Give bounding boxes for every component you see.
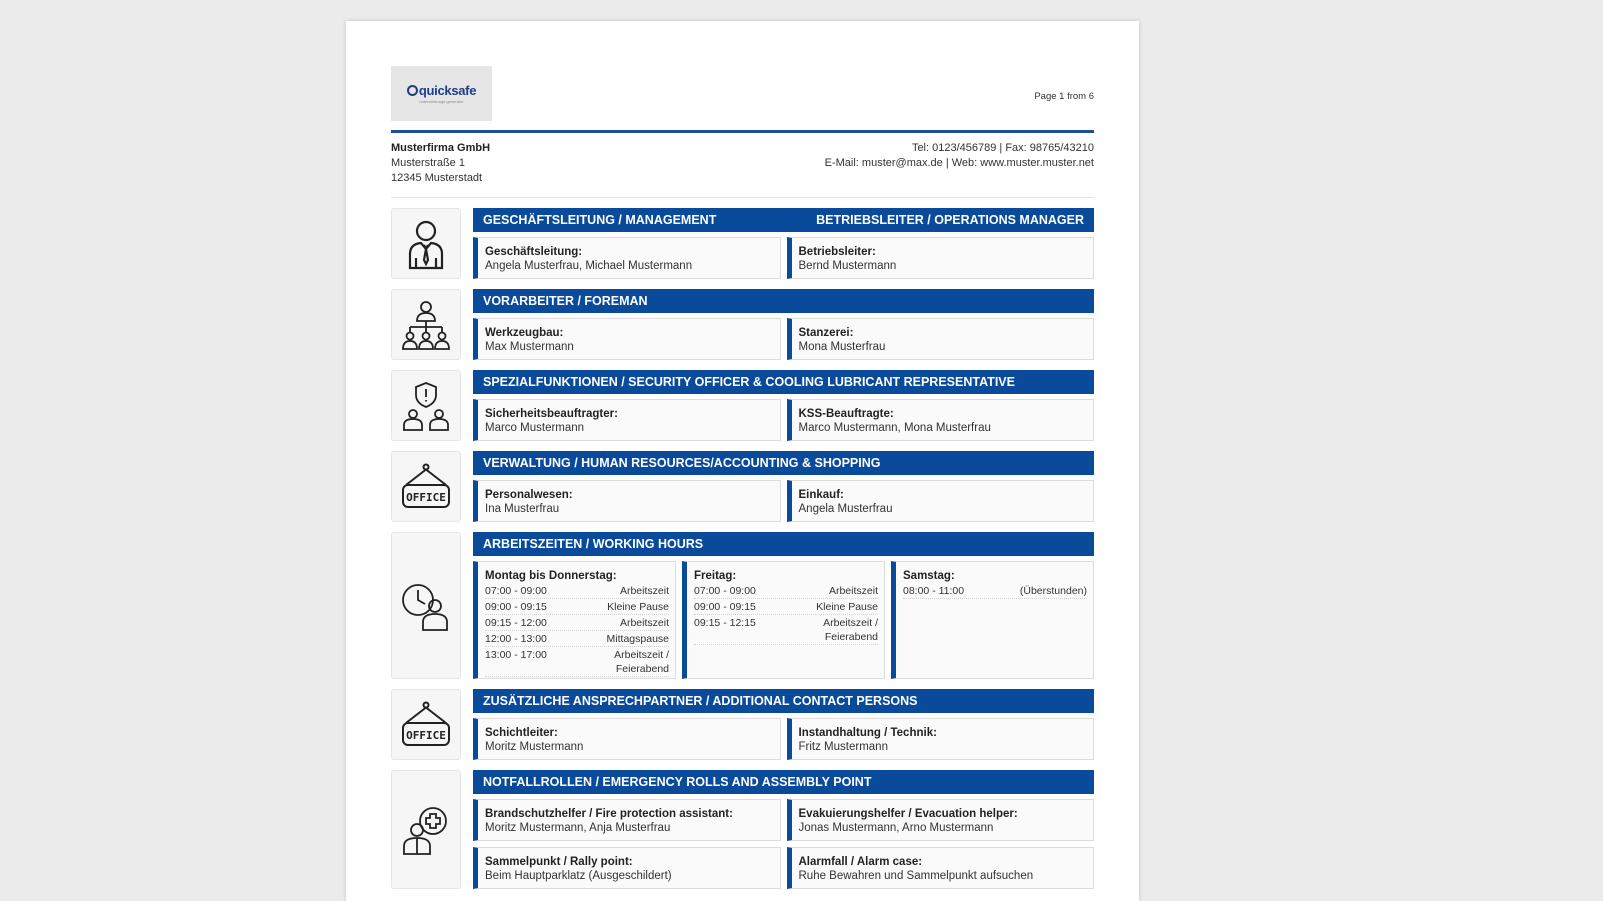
logo-subtext: unterweisungs-generator: [419, 99, 464, 104]
section-additional-contacts: [391, 689, 1094, 760]
info-value: Angela Musterfrau, Michael Mustermann: [485, 260, 693, 272]
hours-row: 07:00 - 09:00 Arbeitszeit: [694, 583, 878, 599]
company-phone-fax: Tel: 0123/456789 | Fax: 98765/43210: [911, 142, 1094, 154]
info-label: Betriebsleiter:: [798, 246, 876, 258]
info-box: [473, 847, 781, 889]
hours-row: 09:15 - 12:15 Arbeitszeit / Feierabend: [694, 615, 878, 645]
info-box: [473, 399, 781, 441]
info-box: [473, 718, 781, 760]
section-header: [473, 208, 1094, 232]
info-label: Einkauf:: [798, 489, 844, 501]
info-value: Beim Hauptparklatz (Ausgeschildert): [485, 870, 672, 882]
hours-row: 09:15 - 12:00 Arbeitszeit: [485, 615, 669, 631]
page-content: [391, 66, 1094, 889]
info-value: Fritz Mustermann: [798, 741, 888, 753]
info-label: Geschäftsleitung:: [485, 246, 583, 258]
section-administration: [391, 451, 1094, 522]
section-title: VORARBEITER / FOREMAN: [483, 294, 648, 308]
office-sign-icon: [391, 451, 461, 522]
section-header: [473, 451, 1094, 475]
info-value: Marco Mustermann, Mona Musterfrau: [798, 422, 991, 434]
first-aid-person-icon: [391, 770, 461, 889]
company-logo: [391, 66, 492, 121]
hours-row: 09:00 - 09:15 Kleine Pause: [485, 599, 669, 615]
company-name: Musterfirma GmbH: [391, 142, 491, 154]
info-value: Jonas Mustermann, Arno Mustermann: [798, 822, 994, 834]
info-value: Ruhe Bewahren und Sammelpunkt aufsuchen: [798, 870, 1034, 882]
info-label: Instandhaltung / Technik:: [798, 727, 937, 739]
info-box: [473, 237, 781, 279]
info-value: Angela Musterfrau: [798, 503, 893, 515]
section-title: NOTFALLROLLEN / EMERGENCY ROLLS AND ASSEMBLY POINT: [483, 775, 872, 789]
company-street: Musterstraße 1: [391, 157, 465, 169]
hours-day-title: Freitag:: [694, 570, 737, 582]
info-box: [787, 799, 1095, 841]
info-box: [787, 399, 1095, 441]
company-address: [391, 141, 490, 186]
hours-box-mon-thu: [473, 561, 676, 679]
section-header: [473, 532, 1094, 556]
info-label: Schichtleiter:: [485, 727, 558, 739]
info-box: [473, 799, 781, 841]
section-working-hours: [391, 532, 1094, 679]
info-label: Sicherheitsbeauftragter:: [485, 408, 618, 420]
section-foreman: [391, 289, 1094, 360]
hours-day-title: Samstag:: [903, 570, 955, 582]
info-label: Brandschutzhelfer / Fire protection assistant:: [485, 808, 733, 820]
section-title: ZUSÄTZLICHE ANSPRECHPARTNER / ADDITIONAL CONTACT PERSONS: [483, 694, 918, 708]
info-value: Marco Mustermann: [485, 422, 585, 434]
clock-person-icon: [391, 532, 461, 679]
hours-box-friday: [682, 561, 885, 679]
info-box: [787, 480, 1095, 522]
logo-mark-icon: [407, 85, 418, 96]
info-box: [787, 318, 1095, 360]
company-info: [391, 141, 1094, 198]
hours-row: 13:00 - 17:00 Arbeitszeit / Feierabend: [485, 647, 669, 677]
page-header: [391, 66, 1094, 121]
info-box: [787, 847, 1095, 889]
section-header: [473, 370, 1094, 394]
office-sign-icon: [391, 689, 461, 760]
section-title-right: BETRIEBSLEITER / OPERATIONS MANAGER: [816, 213, 1084, 227]
office-sign-text: OFFICE: [406, 728, 446, 742]
company-city: 12345 Musterstadt: [391, 172, 483, 184]
page-number: Page 1 from 6: [1034, 91, 1094, 102]
info-label: Evakuierungshelfer / Evacuation helper:: [798, 808, 1018, 820]
hours-row: 09:00 - 09:15 Kleine Pause: [694, 599, 878, 615]
info-value: Moritz Mustermann, Anja Musterfrau: [485, 822, 671, 834]
info-label: KSS-Beauftragte:: [798, 408, 894, 420]
security-officer-icon: [391, 370, 461, 441]
hours-row: 08:00 - 11:00 (Überstunden): [903, 583, 1087, 599]
document-page: [346, 21, 1139, 901]
company-email-web: E-Mail: muster@max.de | Web: www.muster.muster.net: [824, 157, 1094, 169]
logo-text: quicksafe: [418, 83, 477, 98]
section-title: GESCHÄFTSLEITUNG / MANAGEMENT: [483, 213, 717, 227]
company-contact: [825, 141, 1094, 171]
hierarchy-icon: [391, 289, 461, 360]
info-value: Bernd Mustermann: [798, 260, 897, 272]
businessman-icon: [391, 208, 461, 279]
info-label: Werkzeugbau:: [485, 327, 564, 339]
header-divider: [391, 130, 1094, 133]
info-box: [787, 237, 1095, 279]
info-label: Alarmfall / Alarm case:: [798, 856, 923, 868]
info-label: Personalwesen:: [485, 489, 573, 501]
info-value: Mona Musterfrau: [798, 341, 886, 353]
section-header: [473, 770, 1094, 794]
office-sign-text: OFFICE: [406, 490, 446, 504]
section-title: SPEZIALFUNKTIONEN / SECURITY OFFICER & COOLING LUBRICANT REPRESENTATIVE: [483, 375, 1015, 389]
section-header: [473, 689, 1094, 713]
hours-box-saturday: [891, 561, 1094, 679]
info-value: Moritz Mustermann: [485, 741, 584, 753]
section-emergency: [391, 770, 1094, 889]
info-label: Sammelpunkt / Rally point:: [485, 856, 633, 868]
info-box: [787, 718, 1095, 760]
section-header: [473, 289, 1094, 313]
section-title: ARBEITSZEITEN / WORKING HOURS: [483, 537, 704, 551]
section-title: VERWALTUNG / HUMAN RESOURCES/ACCOUNTING & SHOPPING: [483, 456, 881, 470]
info-box: [473, 480, 781, 522]
hours-day-title: Montag bis Donnerstag:: [485, 570, 617, 582]
section-management: [391, 208, 1094, 279]
info-label: Stanzerei:: [798, 327, 854, 339]
info-value: Max Mustermann: [485, 341, 574, 353]
info-value: Ina Musterfrau: [485, 503, 560, 515]
info-box: [473, 318, 781, 360]
section-special-functions: [391, 370, 1094, 441]
hours-row: 12:00 - 13:00 Mittagspause: [485, 631, 669, 647]
hours-row: 07:00 - 09:00 Arbeitszeit: [485, 583, 669, 599]
